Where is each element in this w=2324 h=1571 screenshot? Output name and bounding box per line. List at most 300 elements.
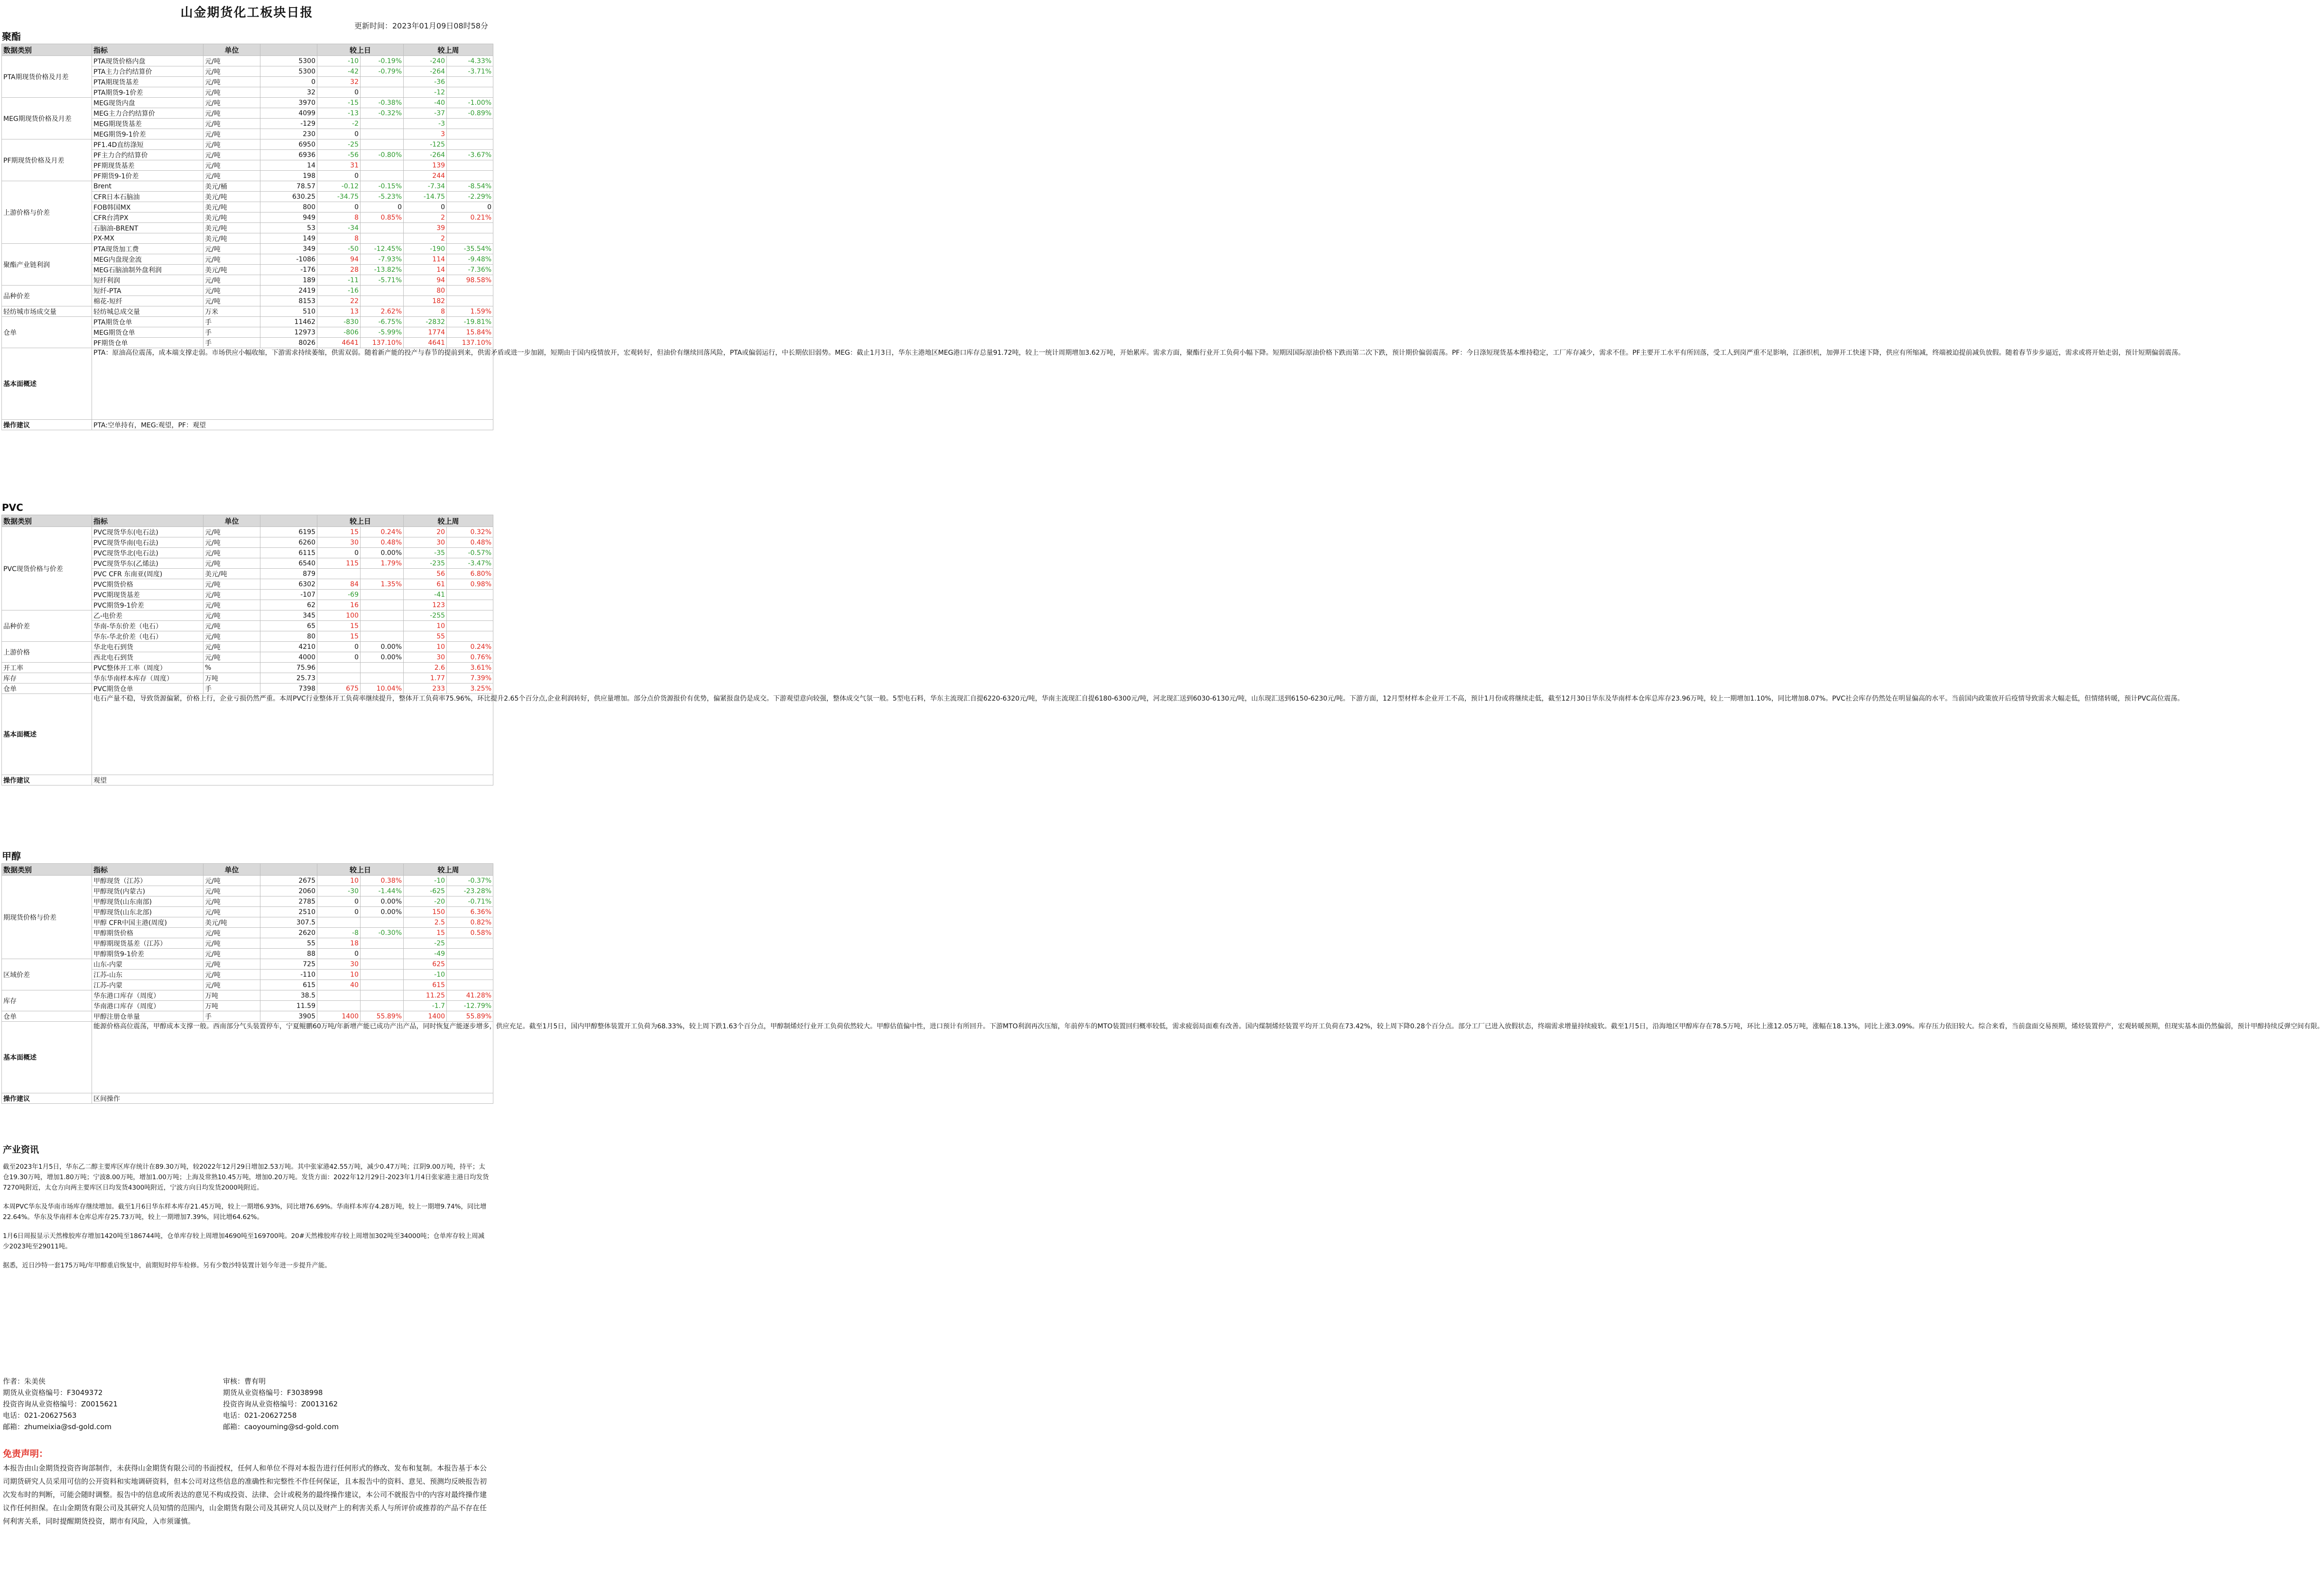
day-pct-cell: -0.38% <box>361 98 404 108</box>
day-change-cell: 0 <box>317 949 361 959</box>
week-pct-cell <box>447 959 493 970</box>
day-change-cell: 0 <box>317 202 361 213</box>
unit-cell: 美元/吨 <box>204 917 260 928</box>
indicator-cell: PTA现货加工费 <box>92 244 204 254</box>
week-change-cell: 139 <box>404 160 447 171</box>
week-change-cell: -25 <box>404 938 447 949</box>
week-pct-cell <box>447 980 493 990</box>
day-change-cell: 10 <box>317 876 361 886</box>
value-cell: -176 <box>260 265 317 275</box>
day-change-cell: -56 <box>317 150 361 160</box>
unit-cell: 美元/吨 <box>204 202 260 213</box>
week-pct-cell <box>447 171 493 181</box>
reviewer-email: 邮箱：caoyouming@sd-gold.com <box>223 1423 339 1431</box>
unit-cell: 元/吨 <box>204 876 260 886</box>
category-cell: 轻纺城市场成交量 <box>2 306 92 317</box>
news-paragraph: 据悉，近日沙特一套175万吨/年甲醇重启恢复中，前期短时停车检修。另有少数沙特装置计划今年进一步提升产能。 <box>3 1262 331 1269</box>
week-change-cell: -40 <box>404 98 447 108</box>
disclaimer-block <box>0 1447 494 1528</box>
column-header: 指标 <box>92 864 204 876</box>
news-paragraph: 本周PVC华东及华南市场库存继续增加。截至1月6日华东样本库存21.45万吨，较上一期增6.93%，同比增76.69%。华南样本库存4.28万吨，较上一期增9.74%，同比增22.64%。华东及华南样本仓库总库存25.73万吨，较上一期增加7.39%，同比增64.62%。 <box>3 1203 487 1221</box>
table-header-row <box>2 515 493 527</box>
value-cell: 3970 <box>260 98 317 108</box>
week-change-cell: 2 <box>404 213 447 223</box>
unit-cell: 美元/吨 <box>204 569 260 579</box>
indicator-cell: 甲醇现货(山东北部) <box>92 907 204 917</box>
indicator-cell: 棉花-短纤 <box>92 296 204 306</box>
day-change-cell: 0 <box>317 548 361 558</box>
unit-cell: 元/吨 <box>204 558 260 569</box>
week-change-cell: 182 <box>404 296 447 306</box>
week-change-cell: 2.6 <box>404 663 447 673</box>
week-change-cell: 94 <box>404 275 447 286</box>
day-pct-cell <box>361 1001 404 1011</box>
unit-cell: 元/吨 <box>204 631 260 642</box>
day-change-cell: 15 <box>317 631 361 642</box>
value-cell: 75.96 <box>260 663 317 673</box>
indicator-cell: PVC整体开工率（周度） <box>92 663 204 673</box>
week-change-cell: 8 <box>404 306 447 317</box>
table-row <box>2 990 493 1001</box>
day-change-cell: -0.12 <box>317 181 361 192</box>
day-change-cell: 10 <box>317 970 361 980</box>
value-cell: 7398 <box>260 684 317 694</box>
value-cell: 2419 <box>260 286 317 296</box>
unit-cell: 手 <box>204 684 260 694</box>
indicator-cell: 甲醇期现货基差（江苏） <box>92 938 204 949</box>
column-header: 较上周 <box>404 44 493 56</box>
value-cell: 0 <box>260 77 317 87</box>
indicator-cell: PF主力合约结算价 <box>92 150 204 160</box>
week-pct-cell <box>447 87 493 98</box>
table-row <box>2 244 493 254</box>
indicator-cell: CFR日本石脑油 <box>92 192 204 202</box>
week-pct-cell: 0.58% <box>447 928 493 938</box>
week-pct-cell: -19.81% <box>447 317 493 327</box>
unit-cell: 元/吨 <box>204 527 260 537</box>
week-pct-cell: 0.21% <box>447 213 493 223</box>
indicator-cell: PF1.4D直纺涤短 <box>92 139 204 150</box>
value-cell: 2060 <box>260 886 317 896</box>
indicator-cell: 短纤利润 <box>92 275 204 286</box>
indicator-cell: 华东-华北价差（电石） <box>92 631 204 642</box>
day-pct-cell <box>361 87 404 98</box>
unit-cell: 元/吨 <box>204 56 260 66</box>
day-change-cell: -10 <box>317 56 361 66</box>
day-change-cell: -11 <box>317 275 361 286</box>
week-pct-cell <box>447 77 493 87</box>
week-pct-cell <box>447 938 493 949</box>
category-cell: 库存 <box>2 673 92 684</box>
unit-cell: 万吨 <box>204 1001 260 1011</box>
indicator-cell: PF期现货基差 <box>92 160 204 171</box>
week-change-cell: 15 <box>404 928 447 938</box>
value-cell: -1086 <box>260 254 317 265</box>
indicator-cell: 甲醇现货(内蒙古) <box>92 886 204 896</box>
news-paragraph: 1月6日周报显示天然橡胶库存增加1420吨至186744吨，仓单库存较上周增加4690吨至169700吨。20#天然橡胶库存较上周增加302吨至34000吨；仓单库存较上周减少2023吨至29011吨。 <box>3 1232 485 1250</box>
day-change-cell: 675 <box>317 684 361 694</box>
author-email: 邮箱：zhumeixia@sd-gold.com <box>3 1423 112 1431</box>
value-cell: -129 <box>260 119 317 129</box>
week-change-cell: -1.7 <box>404 1001 447 1011</box>
day-change-cell: 30 <box>317 959 361 970</box>
reviewer-license-1: 期货从业资格编号：F3038998 <box>223 1388 323 1397</box>
indicator-cell: PVC现货华东(电石法) <box>92 527 204 537</box>
indicator-cell: MEG期货仓单 <box>92 327 204 338</box>
table-row <box>2 139 493 150</box>
value-cell: 949 <box>260 213 317 223</box>
unit-cell: 元/吨 <box>204 87 260 98</box>
week-pct-cell: 137.10% <box>447 338 493 348</box>
value-cell: 80 <box>260 631 317 642</box>
day-pct-cell: 0.85% <box>361 213 404 223</box>
week-change-cell: -7.34 <box>404 181 447 192</box>
day-change-cell: 30 <box>317 537 361 548</box>
day-pct-cell <box>361 139 404 150</box>
value-cell: 14 <box>260 160 317 171</box>
disclaimer-text: 本报告由山金期货投资咨询部制作，未获得山金期货有限公司的书面授权，任何人和单位不得对本报告进行任何形式的修改、发布和复制。本报告基于本公司期货研究人员采用可信的公开资料和实地调研资料，但本公司对这些信息的准确性和完整性不作任何保证，且本报告中的资料、意见、预测均反映报告初次发布时的判断，可能会随时调整。报告中的信息或所表达的意见不构成投资、法律、会计或税务的最终操作建议，本公司不就报告中的内容对最终操作建议作任何担保。在山金期货有限公司及其研究人员知情的范围内，山金期货有限公司及其研究人员以及财产上的利害关系人与所评价或推荐的产品不存在任何利害关系，同时提醒期货投资，期市有风险，入市须谨慎。 <box>3 1464 487 1525</box>
week-change-cell: -36 <box>404 77 447 87</box>
indicator-cell: 甲醇注册仓单量 <box>92 1011 204 1022</box>
week-change-cell: 30 <box>404 537 447 548</box>
indicator-cell: 轻纺城总成交量 <box>92 306 204 317</box>
unit-cell: 美元/桶 <box>204 181 260 192</box>
unit-cell: 元/吨 <box>204 886 260 896</box>
value-cell: 12973 <box>260 327 317 338</box>
week-change-cell: 20 <box>404 527 447 537</box>
column-header: 单位 <box>204 44 260 56</box>
day-change-cell: -34 <box>317 223 361 233</box>
value-cell: 630.25 <box>260 192 317 202</box>
unit-cell: 美元/吨 <box>204 223 260 233</box>
day-change-cell: -8 <box>317 928 361 938</box>
week-change-cell: 150 <box>404 907 447 917</box>
value-cell: 725 <box>260 959 317 970</box>
category-cell: 上游价格与价差 <box>2 181 92 244</box>
week-change-cell: -37 <box>404 108 447 119</box>
value-cell: 55 <box>260 938 317 949</box>
unit-cell: 元/吨 <box>204 621 260 631</box>
week-pct-cell: 0.48% <box>447 537 493 548</box>
week-change-cell: 233 <box>404 684 447 694</box>
week-change-cell: -3 <box>404 119 447 129</box>
day-change-cell: 13 <box>317 306 361 317</box>
unit-cell: 元/吨 <box>204 275 260 286</box>
week-change-cell: -125 <box>404 139 447 150</box>
day-pct-cell <box>361 160 404 171</box>
summary-text: 电石产量不稳，导致货源偏紧，价格上行，企业亏损仍然严重。本周PVC行业整体开工负荷率继续提升，整体开工负荷率75.96%，环比提升2.65个百分点,企业利润转好，供应量增加。部分点价货源报价有优势，偏紧报盘仍是成交。下游观望意向较强，整体成交气氛一般。5型电石料，华东主流现汇自提6220-6320元/吨，华南主流现汇自提6180-6300元/吨，河北现汇送到6030-6130元/吨，山东现汇送到6150-6230元/吨。下游方面，12月型材样本企业开工不高，预计1月份或将继续走低，截至12月30日华东及华南样本仓库总库存23.96万吨，较上一期增加1.10%，同比增加8.07%。PVC社会库存仍然处在明显偏高的水平。当前国内政策放开后疫情导致需求大幅走低，但情绪转暖，预计PVC高位震荡。 <box>92 694 493 775</box>
week-change-cell: 80 <box>404 286 447 296</box>
day-change-cell: 115 <box>317 558 361 569</box>
day-change-cell: -30 <box>317 886 361 896</box>
week-change-cell: -190 <box>404 244 447 254</box>
day-pct-cell: -1.44% <box>361 886 404 896</box>
day-pct-cell: 0.24% <box>361 527 404 537</box>
category-cell: 期现货价格与价差 <box>2 876 92 959</box>
value-cell: 65 <box>260 621 317 631</box>
indicator-cell: PTA期货仓单 <box>92 317 204 327</box>
day-change-cell: -16 <box>317 286 361 296</box>
day-pct-cell <box>361 917 404 928</box>
column-header: 指标 <box>92 44 204 56</box>
unit-cell: 元/吨 <box>204 652 260 663</box>
unit-cell: 元/吨 <box>204 928 260 938</box>
unit-cell: 美元/吨 <box>204 233 260 244</box>
unit-cell: 元/吨 <box>204 959 260 970</box>
data-table <box>1 515 2184 786</box>
week-pct-cell: 3.25% <box>447 684 493 694</box>
week-pct-cell: 1.59% <box>447 306 493 317</box>
category-cell: 上游价格 <box>2 642 92 663</box>
summary-label-text: 基本面概述 <box>3 731 37 739</box>
week-change-cell: -49 <box>404 949 447 959</box>
value-cell: 189 <box>260 275 317 286</box>
value-cell: 4000 <box>260 652 317 663</box>
week-pct-cell: 7.39% <box>447 673 493 684</box>
value-cell: 6950 <box>260 139 317 150</box>
category-cell: 仓单 <box>2 684 92 694</box>
week-pct-cell: -3.67% <box>447 150 493 160</box>
day-pct-cell <box>361 233 404 244</box>
day-change-cell <box>317 1001 361 1011</box>
day-pct-cell <box>361 286 404 296</box>
unit-cell: 元/吨 <box>204 160 260 171</box>
day-change-cell: 0 <box>317 652 361 663</box>
week-change-cell: 56 <box>404 569 447 579</box>
summary-label-text: 基本面概述 <box>3 380 37 388</box>
unit-cell: 手 <box>204 338 260 348</box>
unit-cell: 元/吨 <box>204 108 260 119</box>
unit-cell: 元/吨 <box>204 548 260 558</box>
day-pct-cell: 0.00% <box>361 642 404 652</box>
week-change-cell: 2.5 <box>404 917 447 928</box>
week-change-cell: -41 <box>404 590 447 600</box>
week-pct-cell: 15.84% <box>447 327 493 338</box>
unit-cell: 元/吨 <box>204 129 260 139</box>
value-cell: 53 <box>260 223 317 233</box>
day-pct-cell: 0.00% <box>361 548 404 558</box>
week-pct-cell: 6.80% <box>447 569 493 579</box>
day-change-cell: 0 <box>317 87 361 98</box>
day-change-cell: 8 <box>317 213 361 223</box>
value-cell: 6302 <box>260 579 317 590</box>
data-table <box>1 863 2324 1104</box>
report-title: 山金期货化工板块日报 <box>180 6 314 20</box>
day-pct-cell <box>361 959 404 970</box>
indicator-cell: PVC现货华北(电石法) <box>92 548 204 558</box>
unit-cell: 元/吨 <box>204 590 260 600</box>
value-cell: 345 <box>260 610 317 621</box>
summary-text: 能源价格高位震荡，甲醇成本支撑一般。西南部分气头装置停车，宁夏鲲鹏60万吨/年新增产能已成功产出产品，同时恢复产能逐步增多，供应充足。截至1月5日，国内甲醇整体装置开工负荷为68.33%，较上周下跌1.63个百分点，甲醇制烯烃行业开工负荷依然较大。甲醇估值偏中性，进口预计有所回升。下游MTO利润再次压缩，年前停车的MTO装置回归概率较低，需求疲弱局面难有改善。国内煤制烯烃装置平均开工负荷在73.42%，较上周下降0.28个百分点。部分工厂已进入放假状态，终端需求增量持续疲软。截至1月5日，沿海地区甲醇库存在78.5万吨，环比上涨12.05万吨，涨幅在18.13%，同比上涨3.09%。库存压力依旧较大。综合来看，当前盘面交易预期，烯烃装置停产，宏观转暖预期，但现实基本面仍然偏弱，预计甲醇持续反弹空间有限。 <box>92 1022 493 1093</box>
advice-text: 观望 <box>92 775 493 786</box>
week-change-cell: -12 <box>404 87 447 98</box>
week-pct-cell <box>447 119 493 129</box>
table-row <box>2 610 493 621</box>
table-row <box>2 642 493 652</box>
unit-cell: 元/吨 <box>204 171 260 181</box>
column-header: 较上日 <box>317 515 404 527</box>
summary-row <box>2 694 493 775</box>
indicator-cell: 江苏-山东 <box>92 970 204 980</box>
week-change-cell: 123 <box>404 600 447 610</box>
news-paragraph: 截至2023年1月5日，华东乙二醇主要库区库存统计在89.30万吨，较2022年12月29日增加2.53万吨。其中张家港42.55万吨，减少0.47万吨；江阴9.00万吨，持平；太仓19.30万吨，增加1.80万吨；宁波8.00万吨，增加1.00万吨；上海及常熟10.45万吨，增加0.20万吨。发货方面：2022年12月29日-2023年1月4日张家港主港日均发货7270吨附近，太仓方向两主要库区日均发货4300吨附近，宁波方向日均发货2000吨附近。 <box>3 1163 489 1192</box>
category-cell: PTA期现货价格及月差 <box>2 56 92 98</box>
table-row <box>2 527 493 537</box>
table-row <box>2 56 493 66</box>
value-cell: -107 <box>260 590 317 600</box>
section-title: 甲醇 <box>2 850 21 862</box>
week-pct-cell: -4.33% <box>447 56 493 66</box>
day-change-cell: 22 <box>317 296 361 306</box>
table-row <box>2 317 493 327</box>
day-pct-cell: 1.35% <box>361 579 404 590</box>
day-pct-cell <box>361 590 404 600</box>
advice-label-text: 操作建议 <box>3 1095 30 1103</box>
day-pct-cell: -5.71% <box>361 275 404 286</box>
day-change-cell: -69 <box>317 590 361 600</box>
value-cell: 25.73 <box>260 673 317 684</box>
advice-label-text: 操作建议 <box>3 776 30 785</box>
week-pct-cell <box>447 160 493 171</box>
day-pct-cell <box>361 970 404 980</box>
summary-label-text: 基本面概述 <box>3 1054 37 1062</box>
day-pct-cell: 10.04% <box>361 684 404 694</box>
unit-cell: 元/吨 <box>204 296 260 306</box>
column-header: 数据类别 <box>2 44 92 56</box>
day-pct-cell: -6.75% <box>361 317 404 327</box>
day-change-cell: 1400 <box>317 1011 361 1022</box>
category-cell: 区域价差 <box>2 959 92 990</box>
indicator-cell: PVC期现货基差 <box>92 590 204 600</box>
footer <box>0 1376 494 1565</box>
day-pct-cell <box>361 600 404 610</box>
week-change-cell: 615 <box>404 980 447 990</box>
day-pct-cell <box>361 990 404 1001</box>
unit-cell: 元/吨 <box>204 642 260 652</box>
day-change-cell: 0 <box>317 129 361 139</box>
indicator-cell: 华东华南样本库存（周度） <box>92 673 204 684</box>
unit-cell: 元/吨 <box>204 949 260 959</box>
day-pct-cell: -0.79% <box>361 66 404 77</box>
table-row <box>2 959 493 970</box>
table-row <box>2 181 493 192</box>
unit-cell: 美元/吨 <box>204 265 260 275</box>
indicator-cell: 乙-电价差 <box>92 610 204 621</box>
value-cell: 615 <box>260 980 317 990</box>
indicator-cell: MEG主力合约结算价 <box>92 108 204 119</box>
indicator-cell: 西北电石到货 <box>92 652 204 663</box>
indicator-cell: PTA现货价格内盘 <box>92 56 204 66</box>
day-change-cell: 32 <box>317 77 361 87</box>
column-header: 较上周 <box>404 864 493 876</box>
category-cell: PF期现货价格及月差 <box>2 139 92 181</box>
indicator-cell: 短纤-PTA <box>92 286 204 296</box>
indicator-cell: 华南-华东价差（电石） <box>92 621 204 631</box>
week-change-cell: 114 <box>404 254 447 265</box>
week-pct-cell: -8.54% <box>447 181 493 192</box>
day-pct-cell: 0.00% <box>361 907 404 917</box>
value-cell: 62 <box>260 600 317 610</box>
value-cell: 6540 <box>260 558 317 569</box>
day-change-cell: -42 <box>317 66 361 77</box>
advice-label <box>2 1093 92 1104</box>
week-change-cell: 10 <box>404 621 447 631</box>
table-row <box>2 1011 493 1022</box>
indicator-cell: 甲醇现货(山东南部) <box>92 896 204 907</box>
week-change-cell: 0 <box>404 202 447 213</box>
indicator-cell: 石脑油-BRENT <box>92 223 204 233</box>
week-change-cell: -625 <box>404 886 447 896</box>
day-pct-cell <box>361 171 404 181</box>
week-pct-cell <box>447 600 493 610</box>
section-title: PVC <box>2 502 23 513</box>
week-change-cell: -264 <box>404 150 447 160</box>
indicator-cell: PF期货仓单 <box>92 338 204 348</box>
day-change-cell: 18 <box>317 938 361 949</box>
section-0 <box>0 29 2185 430</box>
advice-label <box>2 775 92 786</box>
day-pct-cell <box>361 938 404 949</box>
indicator-cell: 甲醇现货（江苏） <box>92 876 204 886</box>
day-pct-cell: 0.00% <box>361 896 404 907</box>
value-cell: 11462 <box>260 317 317 327</box>
day-change-cell: 15 <box>317 527 361 537</box>
disclaimer-title: 免责声明： <box>3 1449 48 1459</box>
day-pct-cell: -0.80% <box>361 150 404 160</box>
week-change-cell: 14 <box>404 265 447 275</box>
unit-cell: 手 <box>204 317 260 327</box>
day-pct-cell: -7.93% <box>361 254 404 265</box>
day-change-cell: 28 <box>317 265 361 275</box>
week-pct-cell: 0.24% <box>447 642 493 652</box>
value-cell: 2675 <box>260 876 317 886</box>
news-title: 产业资讯 <box>3 1145 39 1155</box>
column-header: 较上周 <box>404 515 493 527</box>
table-header-row <box>2 44 493 56</box>
week-change-cell: 4641 <box>404 338 447 348</box>
unit-cell: 元/吨 <box>204 537 260 548</box>
indicator-cell: PVC CFR 东南亚(周度) <box>92 569 204 579</box>
week-pct-cell <box>447 129 493 139</box>
week-pct-cell <box>447 621 493 631</box>
reviewer-name: 审核：曹有明 <box>223 1377 266 1386</box>
table-row <box>2 306 493 317</box>
day-pct-cell: 1.79% <box>361 558 404 569</box>
day-pct-cell <box>361 77 404 87</box>
week-change-cell: 1.77 <box>404 673 447 684</box>
unit-cell: 万米 <box>204 306 260 317</box>
day-change-cell: -2 <box>317 119 361 129</box>
day-change-cell: 4641 <box>317 338 361 348</box>
unit-cell: 元/吨 <box>204 579 260 590</box>
week-change-cell: -2832 <box>404 317 447 327</box>
week-pct-cell: 55.89% <box>447 1011 493 1022</box>
day-pct-cell <box>361 129 404 139</box>
update-time: 更新时间：2023年01月09日08时58分 <box>354 21 488 30</box>
value-cell: 11.59 <box>260 1001 317 1011</box>
indicator-cell: MEG期现货基差 <box>92 119 204 129</box>
day-change-cell: -806 <box>317 327 361 338</box>
week-change-cell: 1400 <box>404 1011 447 1022</box>
day-change-cell <box>317 673 361 684</box>
value-cell: 8026 <box>260 338 317 348</box>
summary-label <box>2 694 92 775</box>
week-change-cell: -35 <box>404 548 447 558</box>
week-change-cell: 1774 <box>404 327 447 338</box>
value-cell: 6260 <box>260 537 317 548</box>
column-header: 单位 <box>204 864 260 876</box>
value-cell: 6195 <box>260 527 317 537</box>
